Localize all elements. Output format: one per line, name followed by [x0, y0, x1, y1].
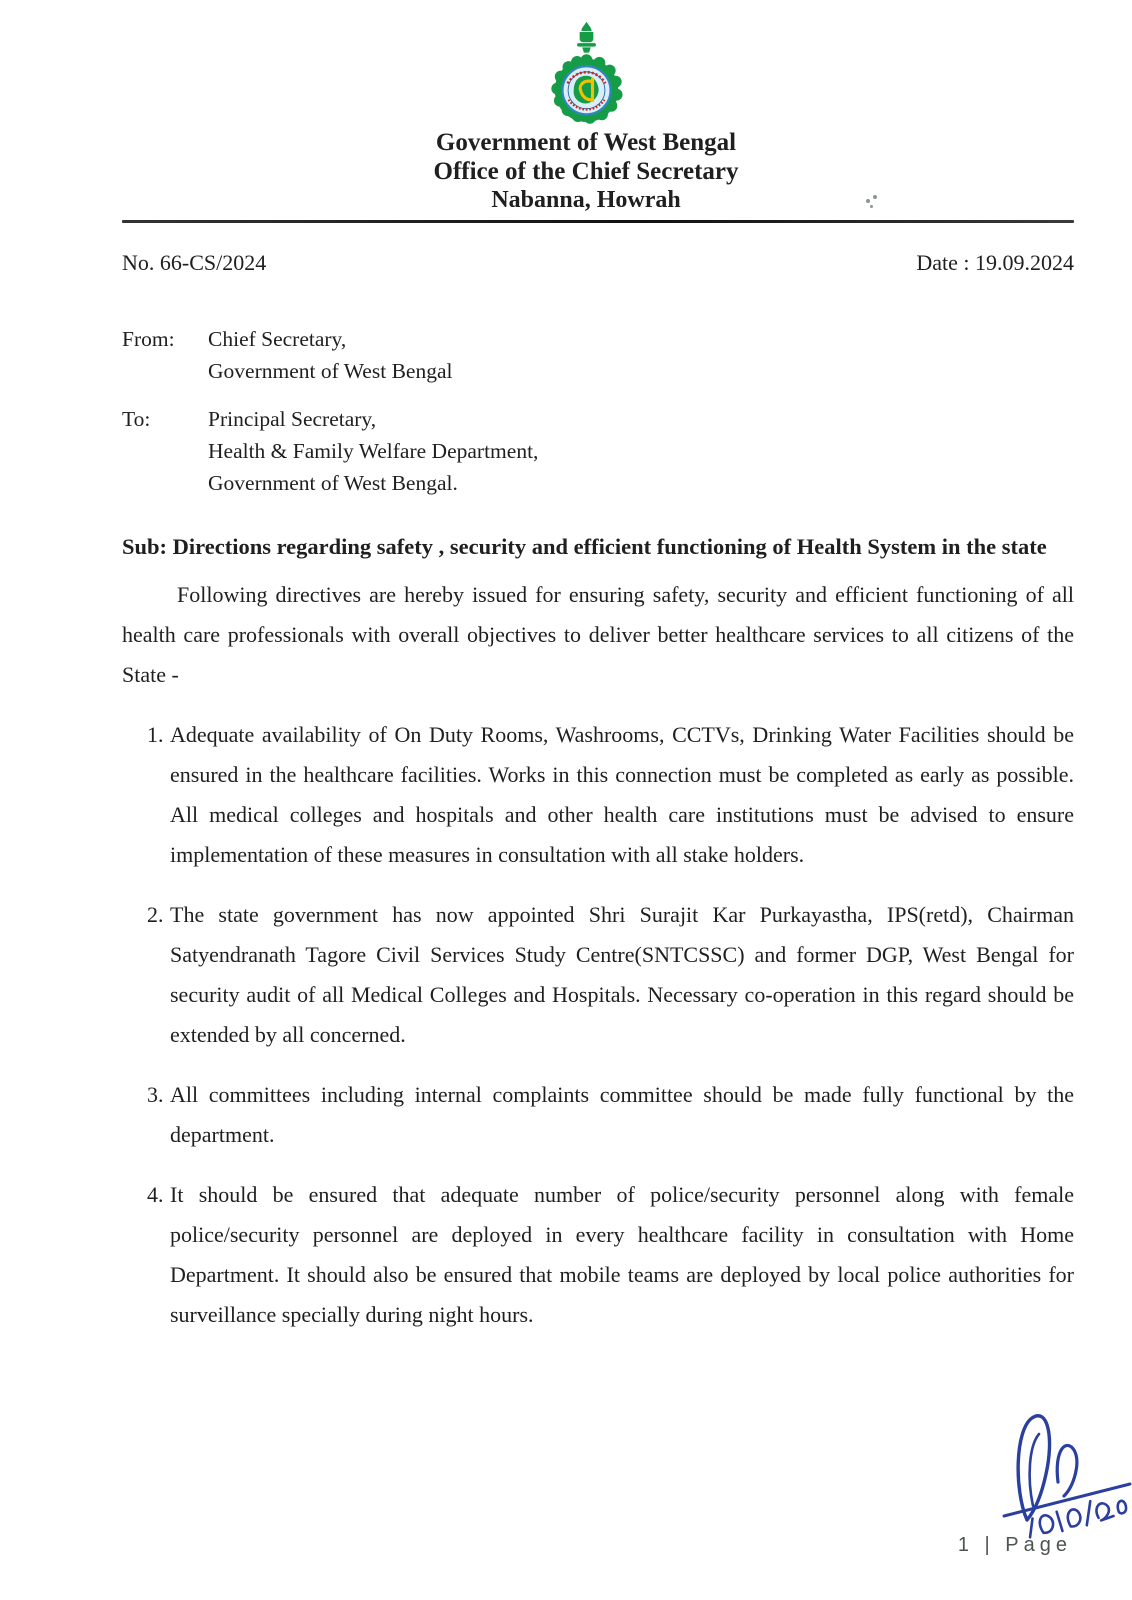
directive-item-3 [122, 1075, 1074, 1155]
letterhead [110, 20, 1062, 215]
to-line: Government of West Bengal. [208, 471, 458, 495]
from-block [122, 323, 1074, 387]
directive-number: 4. [147, 1182, 164, 1207]
directive-text: Adequate availability of On Duty Rooms, Washrooms, CCTVs, Drinking Water Facilities should be ensured in the healthcare facilities. Works in this connection must be completed as early as possible. All medical colleges and hospitals and other health care institutions must be advised to ensure implementation of these measures in consultation with all stake holders. [170, 722, 1074, 867]
to-line: Health & Family Welfare Department, [208, 439, 539, 463]
west-bengal-state-emblem-icon [535, 20, 638, 128]
from-label: From: [122, 327, 175, 351]
directive-item-2 [122, 895, 1074, 1055]
page-number: 1 | Page [957, 1534, 1072, 1556]
from-lines [208, 323, 452, 387]
to-label: To: [122, 407, 151, 431]
directive-item-4 [122, 1175, 1074, 1335]
letterhead-office: Office of the Chief Secretary [433, 158, 739, 185]
reference-row [122, 249, 1074, 277]
directive-number: 3. [147, 1082, 164, 1107]
letterhead-org: Government of West Bengal [435, 129, 737, 156]
subject-line: Sub: Directions regarding safety , security and efficient functioning of Health System in the state [122, 534, 1047, 559]
scan-artifact-dot [870, 205, 873, 208]
header-divider [122, 220, 1074, 223]
directive-number: 1. [147, 722, 164, 747]
directives-list [122, 715, 1074, 1335]
to-line: Principal Secretary, [208, 407, 377, 431]
reference-number: No. 66-CS/2024 [122, 250, 267, 275]
directive-number: 2. [147, 902, 164, 927]
from-line: Chief Secretary, [208, 327, 347, 351]
directive-text: All committees including internal complaints committee should be made fully functional by the department. [170, 1082, 1074, 1147]
letter-date: Date : 19.09.2024 [916, 250, 1074, 275]
from-line: Government of West Bengal [208, 359, 453, 383]
directive-item-1 [122, 715, 1074, 875]
letterhead-place: Nabanna, Howrah [491, 187, 681, 213]
intro-paragraph: Following directives are hereby issued for ensuring safety, security and efficient functioning of all health care professionals with overall objectives to deliver better healthcare services to all citizens of the State - [122, 582, 1074, 687]
scan-artifact-dot [873, 195, 877, 199]
directive-text: It should be ensured that adequate number of police/security personnel along with female police/security personnel are deployed in every healthcare facility in consultation with Home Department. It should also be ensured that mobile teams are deployed by local police authorities for surveillance specially during night hours. [170, 1182, 1074, 1327]
directive-text: The state government has now appointed Shri Surajit Kar Purkayastha, IPS(retd), Chairman Satyendranath Tagore Civil Services Study Centre(SNTCSSC) and former DGP, West Bengal for security audit of all Medical Colleges and Hospitals. Necessary co-operation in this regard should be extended by all concerned. [170, 902, 1074, 1047]
handwritten-signature [982, 1398, 1132, 1548]
scan-artifact-dot [866, 199, 870, 203]
to-lines [208, 403, 538, 499]
to-block [122, 403, 1074, 499]
